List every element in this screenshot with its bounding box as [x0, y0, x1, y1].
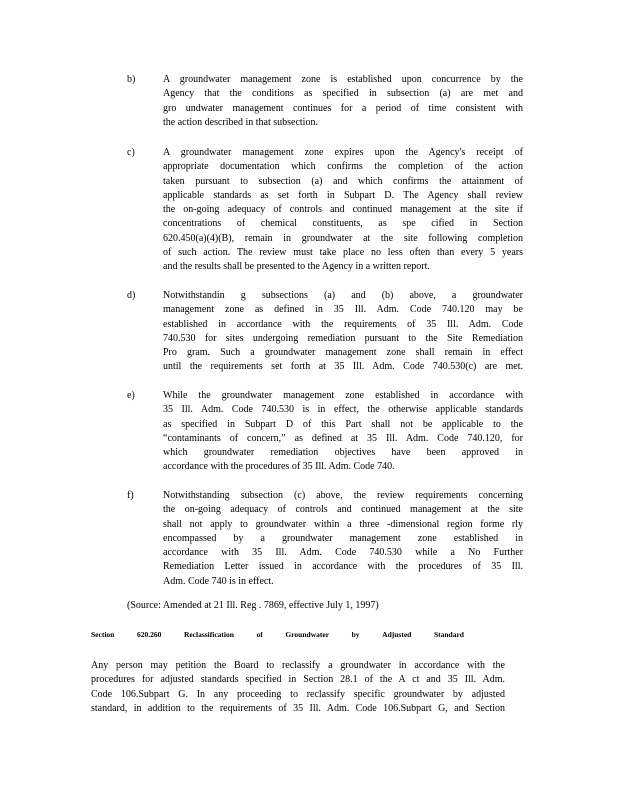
- text-line: Remediation Letter issued in accordance with the procedures of 35 Ill.: [163, 561, 523, 573]
- text-line: 35 Ill. Adm. Code 740.530 is in effect, the otherwise applicable standards: [163, 404, 523, 416]
- text-line: taken pursuant to subsection (a) and which confirms the attainment of: [163, 175, 523, 187]
- text-line: the on-going adequacy of controls and continued management at the site if: [163, 204, 523, 216]
- text-line: until the requirements set forth at 35 Ill. Adm. Code 740.530(c) are met.: [163, 361, 523, 373]
- section-title-word: Groundwater: [285, 630, 330, 639]
- text-line: Notwithstandin g subsections (a) and (b) above, a groundwater: [163, 290, 523, 301]
- text-line: 740.530 for sites undergoing remediation pursuant to the Site Remediation: [163, 332, 523, 344]
- section-heading: [91, 630, 464, 639]
- subsection-text: [163, 289, 523, 375]
- section-title-word: by: [351, 630, 360, 639]
- text-line: Adm. Code 740 is in effect.: [163, 575, 274, 587]
- text-line: accordance with 35 Ill. Adm. Code 740.530 while a No Further: [163, 547, 523, 559]
- text-line: the action described in that subsection.: [163, 116, 318, 128]
- section-title-word: of: [256, 630, 263, 639]
- text-line: concentrations of chemical constituents, as spe cified in Section: [163, 218, 523, 230]
- text-line: Notwithstanding subsection (c) above, the review requirements concerning: [163, 490, 523, 501]
- source-note: (Source: Amended at 21 Ill. Reg . 7869, effective July 1, 1997): [127, 600, 379, 611]
- text-line: the on-going adequacy of controls and continued management at the site: [163, 504, 523, 516]
- text-line: as specified in Subpart D of this Part shall not be applicable to the: [163, 418, 523, 430]
- section-word: Section: [91, 630, 115, 639]
- text-line: 620.450(a)(4)(B), remain in groundwater at the site following completion: [163, 232, 523, 244]
- text-line: appropriate documentation which confirms the completion of the action: [163, 161, 523, 173]
- text-line: procedures for adjusted standards specified in Section 28.1 of the A ct and 35 Ill. Adm.: [91, 674, 505, 686]
- text-line: encompassed by a groundwater management zone established in: [163, 532, 523, 544]
- text-line: Pro gram. Such a groundwater management zone shall remain in effect: [163, 347, 523, 359]
- section-title-word: Standard: [433, 630, 464, 639]
- subsection-label: b): [127, 74, 136, 85]
- text-line: standard, in addition to the requirements of 35 Ill. Adm. Code 106.Subpart G, and Section: [91, 702, 505, 714]
- text-line: gro undwater management continues for a period of time consistent with: [163, 102, 523, 114]
- text-line: While the groundwater management zone established in accordance with: [163, 390, 523, 401]
- text-line: Agency that the conditions as specified in subsection (a) are met and: [163, 88, 523, 100]
- subsection-text: [163, 489, 523, 589]
- text-line: established in accordance with the requirements of 35 Ill. Adm. Code: [163, 318, 523, 330]
- subsection-label: e): [127, 390, 135, 401]
- subsection-text: [163, 146, 523, 275]
- text-line: shall not apply to groundwater within a three -dimensional region forme rly: [163, 518, 523, 530]
- text-line: Any person may petition the Board to reclassify a groundwater in accordance with the: [91, 660, 505, 671]
- section-number: 620.260: [136, 630, 162, 639]
- subsection-label: d): [127, 290, 136, 301]
- section-body-paragraph: [91, 659, 505, 716]
- subsection-text: [163, 389, 523, 475]
- text-line: of such action. The review must take place no less often than every 5 years: [163, 247, 523, 259]
- text-line: A groundwater management zone expires upon the Agency's receipt of: [163, 147, 523, 158]
- text-line: accordance with the procedures of 35 Ill. Adm. Code 740.: [163, 461, 395, 473]
- subsection-label: f): [127, 490, 134, 501]
- section-title-word: Adjusted: [382, 630, 412, 639]
- text-line: A groundwater management zone is established upon concurrence by the: [163, 74, 523, 85]
- text-line: management zone as defined in 35 Ill. Adm. Code 740.120 may be: [163, 304, 523, 316]
- subsection-label: c): [127, 147, 135, 158]
- text-line: and the results shall be presented to the Agency in a written report.: [163, 261, 430, 273]
- text-line: “contaminants of concern,” as defined at 35 Ill. Adm. Code 740.120, for: [163, 432, 523, 444]
- section-title-word: Reclassification: [183, 630, 234, 639]
- text-line: which groundwater remediation objectives have been approved in: [163, 447, 523, 459]
- text-line: applicable standards as set forth in Subpart D. The Agency shall review: [163, 189, 523, 201]
- subsection-text: [163, 73, 523, 130]
- text-line: Code 106.Subpart G. In any proceeding to reclassify specific groundwater by adjusted: [91, 688, 505, 700]
